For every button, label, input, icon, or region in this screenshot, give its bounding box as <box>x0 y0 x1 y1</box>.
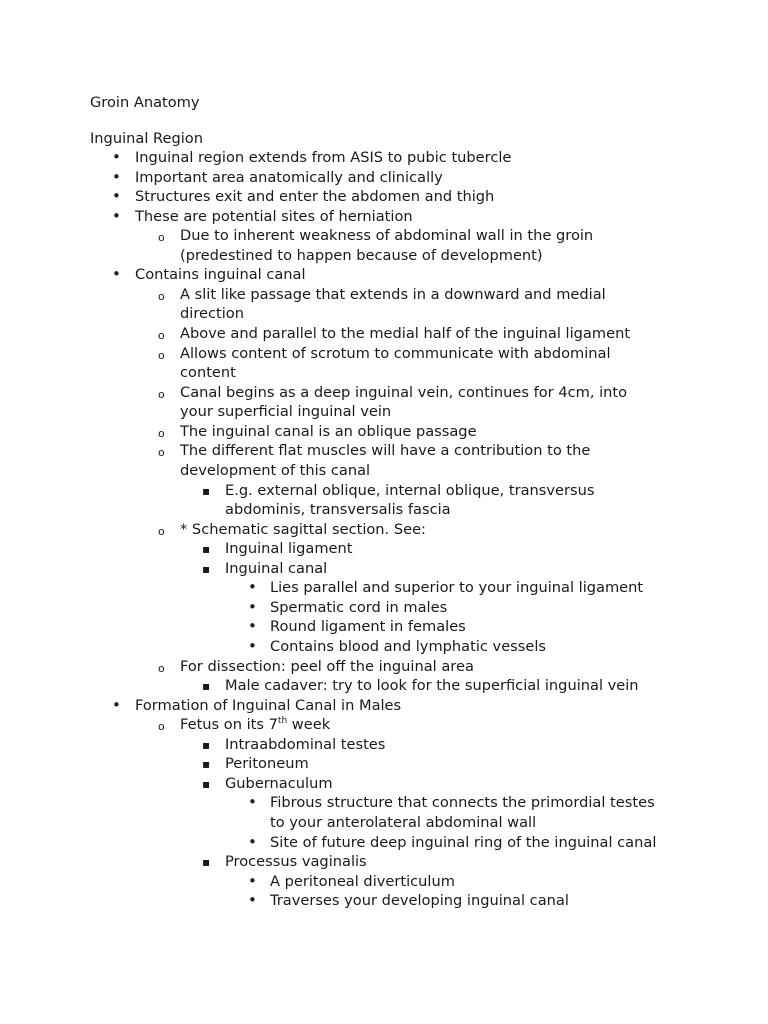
list-item <box>0 676 768 695</box>
list-item <box>0 168 768 187</box>
list-item-text-main: Inguinal canal <box>225 560 328 577</box>
list-item-text-main: These are potential sites of herniation <box>135 208 413 225</box>
list-item-text <box>225 676 639 695</box>
bullet-circle-icon <box>158 422 165 442</box>
list-item <box>0 715 768 734</box>
page-title: Groin Anatomy <box>90 94 200 111</box>
bullet-circle-icon <box>158 344 165 364</box>
list-item <box>0 637 768 656</box>
list-item-text <box>225 500 451 519</box>
list-item <box>0 481 768 500</box>
list-item-text <box>180 441 590 460</box>
bullet-circle-icon <box>158 324 165 344</box>
list-item-text <box>180 285 606 304</box>
bullet-circle-icon <box>158 657 165 677</box>
bullet-disc-icon <box>248 598 257 617</box>
list-item-text <box>135 265 306 284</box>
list-item-continuation <box>0 246 768 265</box>
bullet-disc-icon <box>248 617 257 636</box>
list-item-text-main: Lies parallel and superior to your inguinal ligament <box>270 579 644 596</box>
list-item-continuation <box>0 402 768 421</box>
bullet-square-icon <box>202 481 210 501</box>
list-item-text-main: Intraabdominal testes <box>225 736 386 753</box>
list-item-text <box>180 461 370 480</box>
bullet-circle-icon <box>158 226 165 246</box>
list-item-text <box>180 383 627 402</box>
list-item-text-main: A slit like passage that extends in a downward and medial <box>180 286 606 303</box>
list-item-text-main: Spermatic cord in males <box>270 599 448 616</box>
list-item <box>0 187 768 206</box>
list-item-text-main: Inguinal ligament <box>225 540 353 557</box>
list-item-text-main: Contains blood and lymphatic vessels <box>270 638 547 655</box>
list-item-text-main: Important area anatomically and clinically <box>135 169 443 186</box>
list-item <box>0 852 768 871</box>
bullet-circle-icon <box>158 715 165 735</box>
list-item-text <box>135 168 443 187</box>
bullet-disc-icon <box>112 265 121 284</box>
list-item-text <box>135 207 413 226</box>
list-item <box>0 324 768 343</box>
list-item-text-main: E.g. external oblique, internal oblique, transversus <box>225 482 595 499</box>
list-item-text-main: your superficial inguinal vein <box>180 403 392 420</box>
list-item-text-main: Traverses your developing inguinal canal <box>270 892 569 909</box>
list-item-text-main: A peritoneal diverticulum <box>270 873 455 890</box>
list-item <box>0 598 768 617</box>
superscript: th <box>277 716 288 726</box>
list-item-text <box>180 226 593 245</box>
bullet-disc-icon <box>248 578 257 597</box>
list-item-text-main: The different flat muscles will have a contribution to the <box>180 442 591 459</box>
list-item-text <box>180 304 244 323</box>
list-item-text-main: Canal begins as a deep inguinal vein, continues for 4cm, into <box>180 384 628 401</box>
list-item <box>0 422 768 441</box>
list-item-text-main: Fetus on its 7 <box>180 716 278 733</box>
list-item-text <box>180 344 611 363</box>
list-item-text-main: Site of future deep inguinal ring of the inguinal canal <box>270 834 657 851</box>
list-item-text <box>270 578 643 597</box>
bullet-square-icon <box>202 852 210 872</box>
list-item-text <box>225 735 385 754</box>
list-item <box>0 872 768 891</box>
list-item-text-main: Contains inguinal canal <box>135 266 306 283</box>
list-item-text-main: Fibrous structure that connects the primordial testes <box>270 794 655 811</box>
list-item-text-main: Above and parallel to the medial half of the inguinal ligament <box>180 325 631 342</box>
list-item-text <box>270 891 569 910</box>
list-item <box>0 383 768 402</box>
list-item-text <box>180 422 477 441</box>
list-item-text-main: Male cadaver: try to look for the superficial inguinal vein <box>225 677 639 694</box>
list-item-continuation <box>0 304 768 323</box>
list-item-text <box>180 657 474 676</box>
bullet-disc-icon <box>112 168 121 187</box>
list-item <box>0 774 768 793</box>
list-item <box>0 539 768 558</box>
list-item-text <box>180 363 236 382</box>
bullet-square-icon <box>202 735 210 755</box>
list-item <box>0 833 768 852</box>
list-item <box>0 657 768 676</box>
list-item-text <box>225 774 333 793</box>
list-item-text-main: development of this canal <box>180 462 371 479</box>
list-item-text-main: For dissection: peel off the inguinal area <box>180 658 474 675</box>
list-item-continuation <box>0 363 768 382</box>
list-item <box>0 226 768 245</box>
list-item-text <box>270 833 656 852</box>
list-item-text <box>180 402 391 421</box>
list-item <box>0 891 768 910</box>
section-heading: Inguinal Region <box>90 130 203 147</box>
bullet-square-icon <box>202 539 210 559</box>
list-item-text <box>270 872 455 891</box>
bullet-disc-icon <box>112 696 121 715</box>
list-item-text-after: week <box>287 716 331 733</box>
list-item-text <box>270 813 536 832</box>
bullet-square-icon <box>202 676 210 696</box>
list-item-text-main: Due to inherent weakness of abdominal wall in the groin <box>180 227 594 244</box>
list-item <box>0 265 768 284</box>
list-item-text <box>180 715 330 734</box>
list-item <box>0 520 768 539</box>
bullet-disc-icon <box>248 833 257 852</box>
list-item <box>0 285 768 304</box>
list-item-text-main: content <box>180 364 236 381</box>
list-item-continuation <box>0 813 768 832</box>
bullet-disc-icon <box>248 872 257 891</box>
list-item-text-main: direction <box>180 305 244 322</box>
list-item-text-main: The inguinal canal is an oblique passage <box>180 423 477 440</box>
list-item <box>0 793 768 812</box>
bullet-disc-icon <box>112 207 121 226</box>
list-item-text <box>270 617 466 636</box>
list-item <box>0 559 768 578</box>
list-item-text-main: Structures exit and enter the abdomen and thigh <box>135 188 495 205</box>
list-item <box>0 696 768 715</box>
list-item-continuation <box>0 500 768 519</box>
bullet-disc-icon <box>112 148 121 167</box>
bullet-square-icon <box>202 754 210 774</box>
list-item-text-main: Formation of Inguinal Canal in Males <box>135 697 402 714</box>
list-item-text <box>180 520 426 539</box>
list-item-continuation <box>0 461 768 480</box>
list-item <box>0 207 768 226</box>
list-item-text <box>180 324 630 343</box>
bullet-circle-icon <box>158 285 165 305</box>
list-item <box>0 441 768 460</box>
list-item-text <box>225 754 309 773</box>
bullet-square-icon <box>202 559 210 579</box>
list-item-text-main: to your anterolateral abdominal wall <box>270 814 537 831</box>
list-item-text <box>270 637 546 656</box>
list-item-text <box>225 481 594 500</box>
bullet-circle-icon <box>158 383 165 403</box>
list-item-text <box>135 148 511 167</box>
bullet-disc-icon <box>248 637 257 656</box>
list-item-text <box>225 559 327 578</box>
list-item-text <box>270 598 447 617</box>
list-item-text <box>225 539 353 558</box>
list-item-text-main: abdominis, transversalis fascia <box>225 501 451 518</box>
list-item <box>0 735 768 754</box>
bullet-disc-icon <box>112 187 121 206</box>
list-item-text <box>270 793 655 812</box>
list-item-text <box>135 187 494 206</box>
list-item <box>0 344 768 363</box>
list-item <box>0 578 768 597</box>
list-item-text-main: Inguinal region extends from ASIS to pubic tubercle <box>135 149 512 166</box>
list-item-text-main: Round ligament in females <box>270 618 466 635</box>
list-item <box>0 754 768 773</box>
bullet-circle-icon <box>158 520 165 540</box>
list-item-text <box>135 696 401 715</box>
list-item-text-main: Allows content of scrotum to communicate with abdominal <box>180 345 611 362</box>
list-item-text <box>225 852 367 871</box>
list-item-text-main: Gubernaculum <box>225 775 333 792</box>
list-item-text-main: Peritoneum <box>225 755 309 772</box>
bullet-square-icon <box>202 774 210 794</box>
bullet-disc-icon <box>248 793 257 812</box>
bullet-circle-icon <box>158 441 165 461</box>
bullet-disc-icon <box>248 891 257 910</box>
list-item <box>0 148 768 167</box>
list-item-text-main: (predestined to happen because of development) <box>180 247 543 264</box>
list-item <box>0 617 768 636</box>
list-item-text-main: Processus vaginalis <box>225 853 367 870</box>
list-item-text <box>180 246 543 265</box>
list-item-text-main: * Schematic sagittal section. See: <box>180 521 426 538</box>
